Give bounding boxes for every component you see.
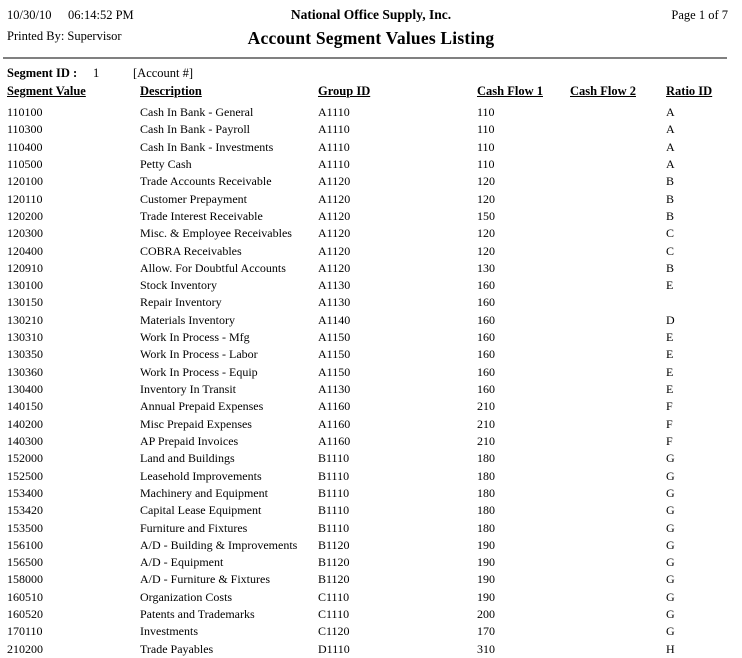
cell-ratio-id: E <box>666 330 674 345</box>
cell-cash-flow-1: 190 <box>477 572 495 587</box>
cell-segment-value: 153500 <box>7 520 43 535</box>
column-header-description: Description <box>140 84 202 98</box>
cell-group-id: A1120 <box>318 174 351 189</box>
cell-ratio-id: F <box>666 399 673 414</box>
cell-cash-flow-2 <box>570 502 666 519</box>
cell-description: Misc. & Employee Receivables <box>140 226 292 241</box>
cell-cash-flow-2 <box>570 589 666 606</box>
table-row <box>0 139 742 156</box>
cell-group-id: A1120 <box>318 243 351 258</box>
cell-ratio-id: G <box>666 485 675 500</box>
cell-cash-flow-2 <box>570 450 666 467</box>
segment-id-label: Segment ID : <box>7 66 78 80</box>
cell-cash-flow-2 <box>570 225 666 242</box>
cell-description: Trade Accounts Receivable <box>140 174 272 189</box>
cell-ratio-id: G <box>666 503 675 518</box>
cell-group-id: B1110 <box>318 503 350 518</box>
cell-description: COBRA Receivables <box>140 243 242 258</box>
cell-ratio-id: F <box>666 416 673 431</box>
cell-description: Allow. For Doubtful Accounts <box>140 260 286 275</box>
cell-group-id: A1130 <box>318 278 351 293</box>
table-row <box>0 208 742 225</box>
cell-cash-flow-1: 210 <box>477 433 495 448</box>
segment-id-name: [Account #] <box>133 66 194 80</box>
cell-segment-value: 110500 <box>7 156 43 171</box>
table-row <box>0 554 742 571</box>
table-row <box>0 277 742 294</box>
cell-ratio-id: G <box>666 537 675 552</box>
cell-cash-flow-2 <box>570 623 666 640</box>
cell-ratio-id: E <box>666 364 674 379</box>
table-row <box>0 485 742 502</box>
cell-segment-value: 130100 <box>7 278 43 293</box>
table-row <box>0 641 742 658</box>
cell-group-id: B1110 <box>318 468 350 483</box>
cell-cash-flow-1: 210 <box>477 399 495 414</box>
cell-cash-flow-2 <box>570 329 666 346</box>
cell-group-id: A1110 <box>318 139 350 154</box>
cell-cash-flow-1: 130 <box>477 260 495 275</box>
cell-ratio-id: G <box>666 451 675 466</box>
table-row <box>0 121 742 138</box>
cell-description: Cash In Bank - Payroll <box>140 122 250 137</box>
cell-ratio-id: G <box>666 607 675 622</box>
cell-cash-flow-2 <box>570 294 666 311</box>
column-header-cash-flow-1: Cash Flow 1 <box>477 84 543 98</box>
cell-cash-flow-2 <box>570 104 666 121</box>
cell-cash-flow-2 <box>570 121 666 138</box>
cell-cash-flow-2 <box>570 156 666 173</box>
cell-cash-flow-2 <box>570 191 666 208</box>
cell-segment-value: 170110 <box>7 624 43 639</box>
cell-ratio-id: A <box>666 105 675 119</box>
cell-cash-flow-2 <box>570 606 666 623</box>
cell-group-id: A1150 <box>318 330 351 345</box>
cell-cash-flow-2 <box>570 260 666 277</box>
cell-group-id: D1110 <box>318 641 350 656</box>
cell-ratio-id: E <box>666 347 674 362</box>
cell-group-id: A1110 <box>318 105 350 119</box>
cell-cash-flow-1: 120 <box>477 191 495 206</box>
cell-ratio-id: G <box>666 468 675 483</box>
cell-group-id: A1160 <box>318 433 351 448</box>
table-body <box>0 104 742 658</box>
cell-cash-flow-1: 110 <box>477 156 495 171</box>
table-row <box>0 173 742 190</box>
cell-cash-flow-1: 190 <box>477 537 495 552</box>
cell-group-id: C1110 <box>318 607 350 622</box>
cell-ratio-id: B <box>666 174 675 189</box>
table-row <box>0 312 742 329</box>
table-row <box>0 156 742 173</box>
cell-cash-flow-2 <box>570 641 666 658</box>
cell-cash-flow-2 <box>570 485 666 502</box>
table-row <box>0 260 742 277</box>
cell-cash-flow-1: 210 <box>477 416 495 431</box>
cell-description: Repair Inventory <box>140 295 222 310</box>
cell-segment-value: 120110 <box>7 191 43 206</box>
cell-ratio-id: C <box>666 243 675 258</box>
segment-id-value: 1 <box>93 66 100 80</box>
cell-ratio-id: D <box>666 312 675 327</box>
column-header-segment-value: Segment Value <box>7 84 86 98</box>
cell-description: Inventory In Transit <box>140 382 236 396</box>
cell-segment-value: 130400 <box>7 382 43 396</box>
cell-group-id: A1110 <box>318 156 350 171</box>
cell-group-id: A1120 <box>318 191 351 206</box>
segment-id-line <box>0 66 742 83</box>
cell-description: Patents and Trademarks <box>140 607 255 622</box>
cell-description: Leasehold Improvements <box>140 468 262 483</box>
cell-cash-flow-1: 120 <box>477 174 495 189</box>
cell-description: Land and Buildings <box>140 451 235 466</box>
cell-description: Organization Costs <box>140 589 233 604</box>
cell-ratio-id: G <box>666 520 675 535</box>
cell-segment-value: 153400 <box>7 485 43 500</box>
cell-group-id: A1120 <box>318 226 351 241</box>
cell-cash-flow-1: 180 <box>477 485 495 500</box>
cell-cash-flow-1: 190 <box>477 589 495 604</box>
cell-cash-flow-1: 150 <box>477 208 495 223</box>
cell-cash-flow-1: 200 <box>477 607 495 622</box>
cell-segment-value: 156100 <box>7 537 43 552</box>
print-time: 06:14:52 PM <box>68 8 134 22</box>
table-row <box>0 416 742 433</box>
cell-description: Cash In Bank - Investments <box>140 139 274 154</box>
cell-description: Capital Lease Equipment <box>140 503 262 518</box>
cell-group-id: B1120 <box>318 572 350 587</box>
cell-segment-value: 120100 <box>7 174 43 189</box>
cell-ratio-id: C <box>666 226 675 241</box>
cell-cash-flow-2 <box>570 312 666 329</box>
cell-cash-flow-1: 160 <box>477 347 495 362</box>
cell-description: Investments <box>140 624 198 639</box>
cell-ratio-id: B <box>666 191 675 206</box>
cell-cash-flow-1: 160 <box>477 295 495 310</box>
cell-cash-flow-2 <box>570 554 666 571</box>
table-row <box>0 450 742 467</box>
cell-ratio-id: B <box>666 208 675 223</box>
cell-segment-value: 160520 <box>7 607 43 622</box>
cell-cash-flow-2 <box>570 381 666 398</box>
cell-group-id: A1140 <box>318 312 351 327</box>
cell-description: Customer Prepayment <box>140 191 247 206</box>
table-row <box>0 104 742 121</box>
table-row <box>0 364 742 381</box>
table-row <box>0 468 742 485</box>
cell-segment-value: 152500 <box>7 468 43 483</box>
cell-segment-value: 130350 <box>7 347 43 362</box>
cell-ratio-id <box>666 294 742 311</box>
cell-cash-flow-1: 160 <box>477 364 495 379</box>
column-header-group-id: Group ID <box>318 84 371 98</box>
cell-group-id: A1130 <box>318 295 351 310</box>
table-row <box>0 294 742 311</box>
cell-description: Misc Prepaid Expenses <box>140 416 252 431</box>
cell-cash-flow-2 <box>570 433 666 450</box>
table-header <box>0 84 742 102</box>
cell-description: Work In Process - Equip <box>140 364 258 379</box>
cell-segment-value: 160510 <box>7 589 43 604</box>
cell-group-id: B1120 <box>318 555 350 570</box>
cell-segment-value: 130150 <box>7 295 43 310</box>
cell-cash-flow-1: 180 <box>477 468 495 483</box>
cell-segment-value: 210200 <box>7 641 43 656</box>
cell-cash-flow-2 <box>570 571 666 588</box>
table-row <box>0 537 742 554</box>
page-number: Page 1 of 7 <box>671 8 728 22</box>
table-row <box>0 502 742 519</box>
cell-description: Annual Prepaid Expenses <box>140 399 264 414</box>
cell-description: A/D - Equipment <box>140 555 224 570</box>
cell-group-id: A1130 <box>318 382 351 396</box>
cell-group-id: B1120 <box>318 537 350 552</box>
cell-description: Machinery and Equipment <box>140 485 268 500</box>
cell-segment-value: 120300 <box>7 226 43 241</box>
cell-cash-flow-2 <box>570 346 666 363</box>
cell-cash-flow-2 <box>570 416 666 433</box>
cell-description: Furniture and Fixtures <box>140 520 248 535</box>
cell-ratio-id: A <box>666 139 675 154</box>
cell-description: Trade Payables <box>140 641 214 656</box>
cell-group-id: A1160 <box>318 416 351 431</box>
column-header-ratio-id: Ratio ID <box>666 84 713 98</box>
table-row <box>0 346 742 363</box>
cell-segment-value: 110300 <box>7 122 43 137</box>
cell-description: Work In Process - Labor <box>140 347 258 362</box>
cell-segment-value: 110100 <box>7 105 43 119</box>
cell-segment-value: 158000 <box>7 572 43 587</box>
cell-segment-value: 120400 <box>7 243 43 258</box>
table-row <box>0 243 742 260</box>
cell-segment-value: 156500 <box>7 555 43 570</box>
cell-ratio-id: F <box>666 433 673 448</box>
cell-cash-flow-2 <box>570 277 666 294</box>
cell-cash-flow-1: 120 <box>477 226 495 241</box>
cell-ratio-id: G <box>666 624 675 639</box>
table-row <box>0 225 742 242</box>
cell-cash-flow-2 <box>570 243 666 260</box>
table-row <box>0 398 742 415</box>
cell-cash-flow-2 <box>570 139 666 156</box>
cell-ratio-id: G <box>666 589 675 604</box>
cell-cash-flow-1: 160 <box>477 330 495 345</box>
table-row <box>0 606 742 623</box>
table-row <box>0 571 742 588</box>
cell-cash-flow-1: 110 <box>477 122 495 137</box>
print-date: 10/30/10 <box>7 8 52 22</box>
cell-group-id: A1150 <box>318 364 351 379</box>
cell-segment-value: 130310 <box>7 330 43 345</box>
table-row <box>0 329 742 346</box>
cell-cash-flow-2 <box>570 364 666 381</box>
cell-cash-flow-1: 310 <box>477 641 495 656</box>
cell-group-id: C1120 <box>318 624 350 639</box>
cell-description: Cash In Bank - General <box>140 105 254 119</box>
cell-cash-flow-2 <box>570 398 666 415</box>
cell-description: Petty Cash <box>140 156 192 171</box>
cell-segment-value: 120910 <box>7 260 43 275</box>
cell-cash-flow-1: 160 <box>477 278 495 293</box>
cell-cash-flow-1: 110 <box>477 105 495 119</box>
company-name: National Office Supply, Inc. <box>290 7 452 22</box>
cell-cash-flow-1: 160 <box>477 382 495 396</box>
table-row <box>0 589 742 606</box>
cell-description: Trade Interest Receivable <box>140 208 263 223</box>
cell-description: A/D - Furniture & Fixtures <box>140 572 270 587</box>
cell-group-id: B1110 <box>318 485 350 500</box>
cell-cash-flow-2 <box>570 520 666 537</box>
cell-description: A/D - Building & Improvements <box>140 537 298 552</box>
table-row <box>0 191 742 208</box>
cell-ratio-id: A <box>666 122 675 137</box>
cell-cash-flow-1: 180 <box>477 520 495 535</box>
cell-segment-value: 120200 <box>7 208 43 223</box>
cell-cash-flow-1: 180 <box>477 503 495 518</box>
cell-segment-value: 152000 <box>7 451 43 466</box>
cell-ratio-id: G <box>666 555 675 570</box>
printed-by: Printed By: Supervisor <box>7 29 122 43</box>
cell-segment-value: 130210 <box>7 312 43 327</box>
cell-cash-flow-1: 180 <box>477 451 495 466</box>
table-row <box>0 433 742 450</box>
cell-cash-flow-1: 160 <box>477 312 495 327</box>
cell-segment-value: 140200 <box>7 416 43 431</box>
header-divider <box>3 57 727 59</box>
cell-description: Work In Process - Mfg <box>140 330 250 345</box>
cell-group-id: B1110 <box>318 520 350 535</box>
cell-cash-flow-1: 170 <box>477 624 495 639</box>
cell-ratio-id: H <box>666 641 675 656</box>
cell-segment-value: 153420 <box>7 503 43 518</box>
cell-group-id: B1110 <box>318 451 350 466</box>
cell-description: Materials Inventory <box>140 312 235 327</box>
report-title: Account Segment Values Listing <box>247 28 495 48</box>
cell-group-id: A1120 <box>318 208 351 223</box>
column-header-cash-flow-2: Cash Flow 2 <box>570 84 636 98</box>
cell-cash-flow-2 <box>570 208 666 225</box>
cell-cash-flow-2 <box>570 173 666 190</box>
cell-segment-value: 140150 <box>7 399 43 414</box>
cell-group-id: A1150 <box>318 347 351 362</box>
cell-cash-flow-2 <box>570 537 666 554</box>
table-row <box>0 381 742 398</box>
cell-group-id: A1110 <box>318 122 350 137</box>
cell-group-id: A1160 <box>318 399 351 414</box>
cell-ratio-id: A <box>666 156 675 171</box>
cell-segment-value: 140300 <box>7 433 43 448</box>
cell-segment-value: 130360 <box>7 364 43 379</box>
cell-ratio-id: E <box>666 382 674 396</box>
cell-cash-flow-1: 190 <box>477 555 495 570</box>
cell-description: Stock Inventory <box>140 278 217 293</box>
cell-cash-flow-1: 120 <box>477 243 495 258</box>
cell-cash-flow-1: 110 <box>477 139 495 154</box>
cell-segment-value: 110400 <box>7 139 43 154</box>
cell-ratio-id: G <box>666 572 675 587</box>
cell-cash-flow-2 <box>570 468 666 485</box>
cell-group-id: C1110 <box>318 589 350 604</box>
table-row <box>0 520 742 537</box>
cell-ratio-id: B <box>666 260 675 275</box>
table-row <box>0 623 742 640</box>
cell-group-id: A1120 <box>318 260 351 275</box>
cell-ratio-id: E <box>666 278 674 293</box>
cell-description: AP Prepaid Invoices <box>140 433 239 448</box>
